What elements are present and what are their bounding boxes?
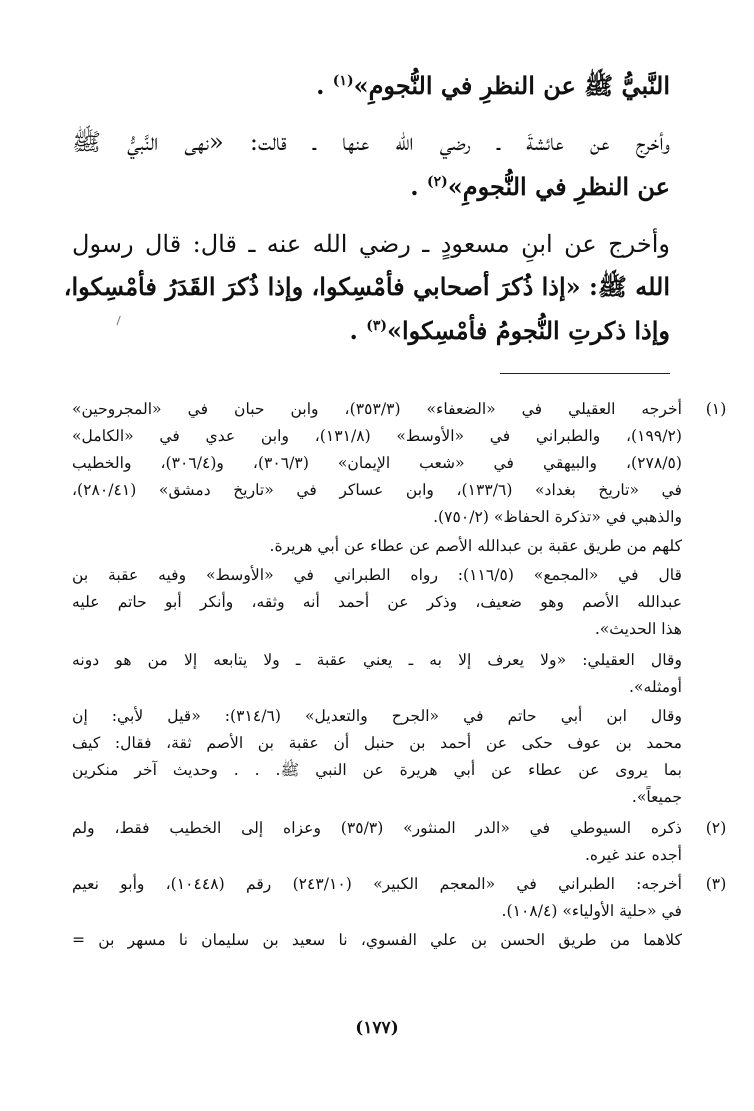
footnote-line: وقال ابن أبي حاتم في «الجرح والتعديل» (٣١٤/٦): «قيل لأبي: إن: [72, 707, 682, 725]
main-line-1: النَّبيُّ ﷺ عن النظرِ في النُّجومِ»$^{(١)}$ .: [316, 71, 670, 100]
main-line-5: الله ﷺ: «إذا ذُكرَ أصحابي فأمْسِكوا، وإذا ذُكرَ القَدَرُ فأمْسِكوا،: [63, 272, 670, 301]
footnote-line: أخرجه: الطبراني في «المعجم الكبير» (٢٤٣/١٠) رقم (١٠٤٤٨)، وأبو نعيم: [72, 875, 682, 893]
footnote-line: أومثله».: [629, 678, 682, 696]
footnote-line: في «حلية الأولياء» (١٠٨/٤).: [501, 902, 682, 920]
footnote-number: (٣): [705, 875, 727, 893]
main-line-6: وإذا ذكرتِ النُّجومُ فأمْسِكوا»$^{(٣)}$ .: [349, 316, 670, 345]
footnote-line: والذهبي في «تذكرة الحفاظ» (٧٥٠/٢).: [433, 508, 682, 526]
footnote-line: في «تاريخ بغداد» (١٣٣/٦)، وابن عساكر في «تاريخ دمشق» (٢٨٠/٤١)،: [72, 481, 682, 499]
footnote-line: وقال العقيلي: «ولا يعرف إلا به ـ يعني عقبة ـ ولا يتابعه إلا من هو دونه: [72, 651, 682, 669]
page-number: (١٧٧): [355, 1018, 399, 1038]
footnote-line: كلهم من طريق عقبة بن عبدالله الأصم عن عطاء عن أبي هريرة.: [269, 537, 682, 555]
footnote-line: بما يروى عن عطاء عن أبي هريرة عن النبي ﷺ. . . وحديث آخر منكرين: [72, 761, 682, 779]
footnote-line: جميعاً».: [631, 788, 682, 806]
footnote-line: أخرجه العقيلي في «الضعفاء» (٣٥٣/٣)، وابن حبان في «المجروحين»: [72, 400, 682, 418]
footnote-line: (١٩٩/٢)، والطبراني في «الأوسط» (١٣١/٨)، وابن عدي في «الكامل»: [72, 427, 682, 445]
footnote-separator: [500, 373, 670, 374]
footnote-line: كلاهما من طريق الحسن بن علي الفسوي، نا سعيد بن سليمان نا مسهر بن =: [72, 931, 682, 949]
footnote-line: (٢٧٨/٥)، والبيهقي في «شعب الإيمان» (٣٠٦/٣)، و(٣٠٦/٤)، والخطيب: [72, 454, 682, 472]
footnote-line: محمد بن عوف حكى عن أحمد بن حنبل أن عقبة بن الأصم ثقة، فقال: كيف: [72, 734, 682, 752]
footnote-line: قال في «المجمع» (١١٦/٥): رواه الطبراني في «الأوسط» وفيه عقبة بن: [72, 566, 682, 584]
main-line-3: عن النظرِ في النُّجومِ»$^{(٢)}$ .: [410, 172, 670, 201]
main-line-4: وأخرج عن ابنِ مسعودٍ ـ رضي الله عنه ـ قال: قال رسول: [72, 230, 670, 258]
footnote-line: ذكره السيوطي في «الدر المنثور» (٣٥/٣) وعزاه إلى الخطيب فقط، ولم: [72, 819, 682, 837]
main-line-2: وأخرج عن عائشةَ ـ رضي الله عنها ـ قالت: «نهى النَّبيُّ ﷺ: [72, 128, 670, 156]
footnote-line: أجده عند غيره.: [584, 846, 682, 864]
footnote-line: هذا الحديث».: [594, 620, 682, 638]
footnote-number: (٢): [705, 819, 727, 837]
footnote-line: عبدالله الأصم وهو ضعيف، وذكر عن أحمد أنه وثقه، وأنكر أبو حاتم عليه: [72, 593, 682, 611]
footnote-number: (١): [705, 400, 727, 418]
